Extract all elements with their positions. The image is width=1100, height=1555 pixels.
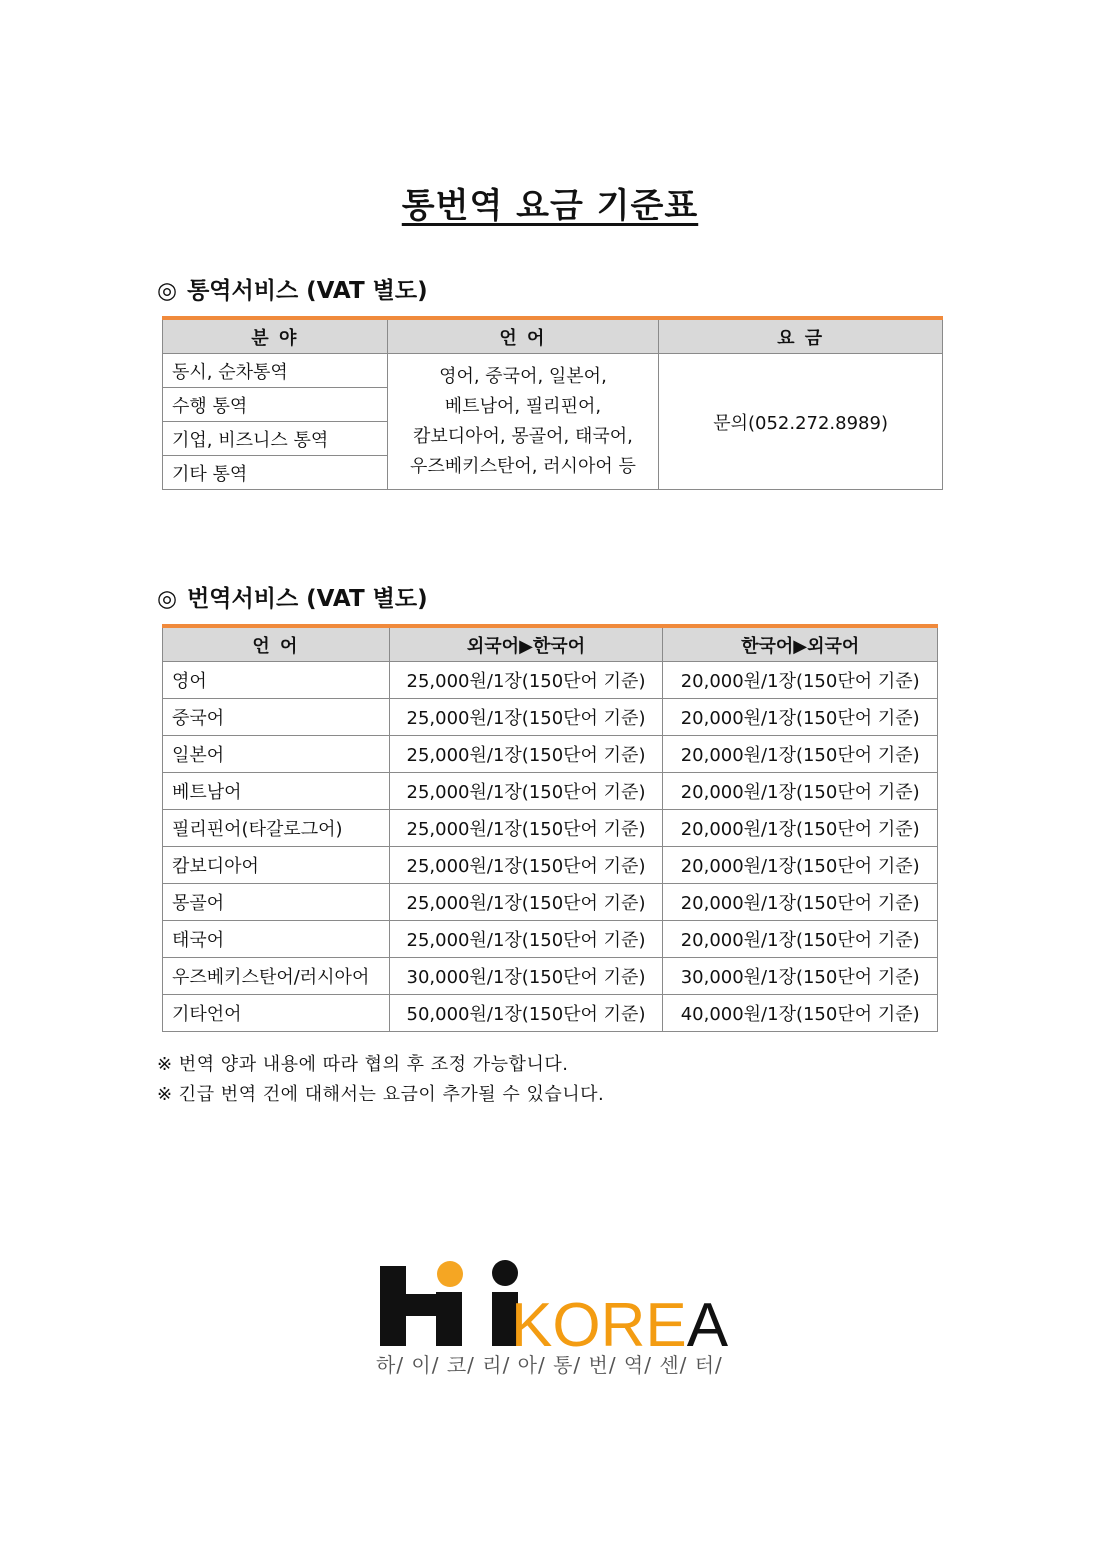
- double-circle-icon: ◎: [157, 278, 178, 304]
- field-cell: 동시, 순차통역: [163, 354, 388, 388]
- languages-line: 영어, 중국어, 일본어,: [439, 365, 607, 387]
- table-row: [163, 884, 938, 921]
- interpretation-heading: [157, 272, 428, 305]
- table-row: [163, 958, 938, 995]
- logo-i-dot: [492, 1260, 518, 1286]
- table-row: [163, 699, 938, 736]
- rate-to-korean: 25,000원/1장(150단어 기준): [389, 699, 663, 736]
- field-cell: 기타 통역: [163, 456, 388, 490]
- note-urgent: ※ 긴급 번역 건에 대해서는 요금이 추가될 수 있습니다.: [157, 1084, 605, 1105]
- rate-to-korean: 25,000원/1장(150단어 기준): [389, 810, 663, 847]
- field-cell: 수행 통역: [163, 388, 388, 422]
- language-cell: 우즈베키스탄어/러시아어: [163, 958, 390, 995]
- table-row: [163, 736, 938, 773]
- language-cell: 몽골어: [163, 884, 390, 921]
- translation-table: [162, 624, 938, 1032]
- rate-from-korean: 20,000원/1장(150단어 기준): [663, 736, 938, 773]
- rate-to-korean: 25,000원/1장(150단어 기준): [389, 921, 663, 958]
- document-title: 통번역 요금 기준표: [401, 186, 699, 226]
- rate-from-korean: 20,000원/1장(150단어 기준): [663, 847, 938, 884]
- column-header-field: 분 야: [163, 318, 388, 354]
- languages-cell: [387, 354, 659, 490]
- rate-to-korean: 25,000원/1장(150단어 기준): [389, 736, 663, 773]
- column-header-language: 언 어: [387, 318, 659, 354]
- table-row: [163, 662, 938, 699]
- rate-from-korean: 20,000원/1장(150단어 기준): [663, 810, 938, 847]
- note-adjustment: ※ 번역 양과 내용에 따라 협의 후 조정 가능합니다.: [157, 1054, 569, 1075]
- interpretation-table: [162, 316, 943, 490]
- table-row: [163, 773, 938, 810]
- languages-line: 베트남어, 필리핀어,: [444, 395, 602, 417]
- interpretation-heading-text: 통역서비스 (VAT 별도): [187, 278, 428, 304]
- language-cell: 필리핀어(타갈로그어): [163, 810, 390, 847]
- table-row: [163, 810, 938, 847]
- rate-to-korean: 30,000원/1장(150단어 기준): [389, 958, 663, 995]
- rate-from-korean: 20,000원/1장(150단어 기준): [663, 921, 938, 958]
- language-cell: 기타언어: [163, 995, 390, 1032]
- logo-subtitle: 하/ 이/ 코/ 리/ 아/ 통/ 번/ 역/ 센/ 터/: [376, 1353, 723, 1377]
- table-row: [163, 921, 938, 958]
- logo-h-right-bar: [436, 1292, 462, 1346]
- field-cell: 기업, 비즈니스 통역: [163, 422, 388, 456]
- language-cell: 캄보디아어: [163, 847, 390, 884]
- logo-text-kore: KORE: [511, 1291, 687, 1360]
- table-header-row: [163, 626, 938, 662]
- table-header-row: [163, 318, 943, 354]
- logo-text-a: A: [686, 1291, 729, 1360]
- language-cell: 태국어: [163, 921, 390, 958]
- rate-from-korean: 20,000원/1장(150단어 기준): [663, 699, 938, 736]
- rate-to-korean: 25,000원/1장(150단어 기준): [389, 884, 663, 921]
- rate-to-korean: 25,000원/1장(150단어 기준): [389, 847, 663, 884]
- column-header-korean-to-foreign: 한국어▶외국어: [663, 626, 938, 662]
- language-cell: 일본어: [163, 736, 390, 773]
- fee-cell: 문의(052.272.8989): [659, 354, 943, 490]
- rate-from-korean: 20,000원/1장(150단어 기준): [663, 884, 938, 921]
- table-row: [163, 847, 938, 884]
- languages-line: 캄보디아어, 몽골어, 태국어,: [412, 425, 633, 447]
- language-cell: 영어: [163, 662, 390, 699]
- column-header-fee: 요 금: [659, 318, 943, 354]
- logo-orange-dot: [437, 1261, 463, 1287]
- rate-to-korean: 25,000원/1장(150단어 기준): [389, 773, 663, 810]
- rate-to-korean: 50,000원/1장(150단어 기준): [389, 995, 663, 1032]
- language-cell: 베트남어: [163, 773, 390, 810]
- table-row: [163, 995, 938, 1032]
- languages-line: 우즈베키스탄어, 러시아어 등: [410, 455, 636, 477]
- double-circle-icon: ◎: [157, 586, 178, 612]
- rate-from-korean: 40,000원/1장(150단어 기준): [663, 995, 938, 1032]
- language-cell: 중국어: [163, 699, 390, 736]
- rate-to-korean: 25,000원/1장(150단어 기준): [389, 662, 663, 699]
- translation-heading: [157, 580, 428, 613]
- rate-from-korean: 30,000원/1장(150단어 기준): [663, 958, 938, 995]
- rate-from-korean: 20,000원/1장(150단어 기준): [663, 773, 938, 810]
- translation-heading-text: 번역서비스 (VAT 별도): [187, 586, 428, 612]
- rate-from-korean: 20,000원/1장(150단어 기준): [663, 662, 938, 699]
- column-header-language: 언 어: [163, 626, 390, 662]
- column-header-foreign-to-korean: 외국어▶한국어: [389, 626, 663, 662]
- table-row: [163, 354, 943, 388]
